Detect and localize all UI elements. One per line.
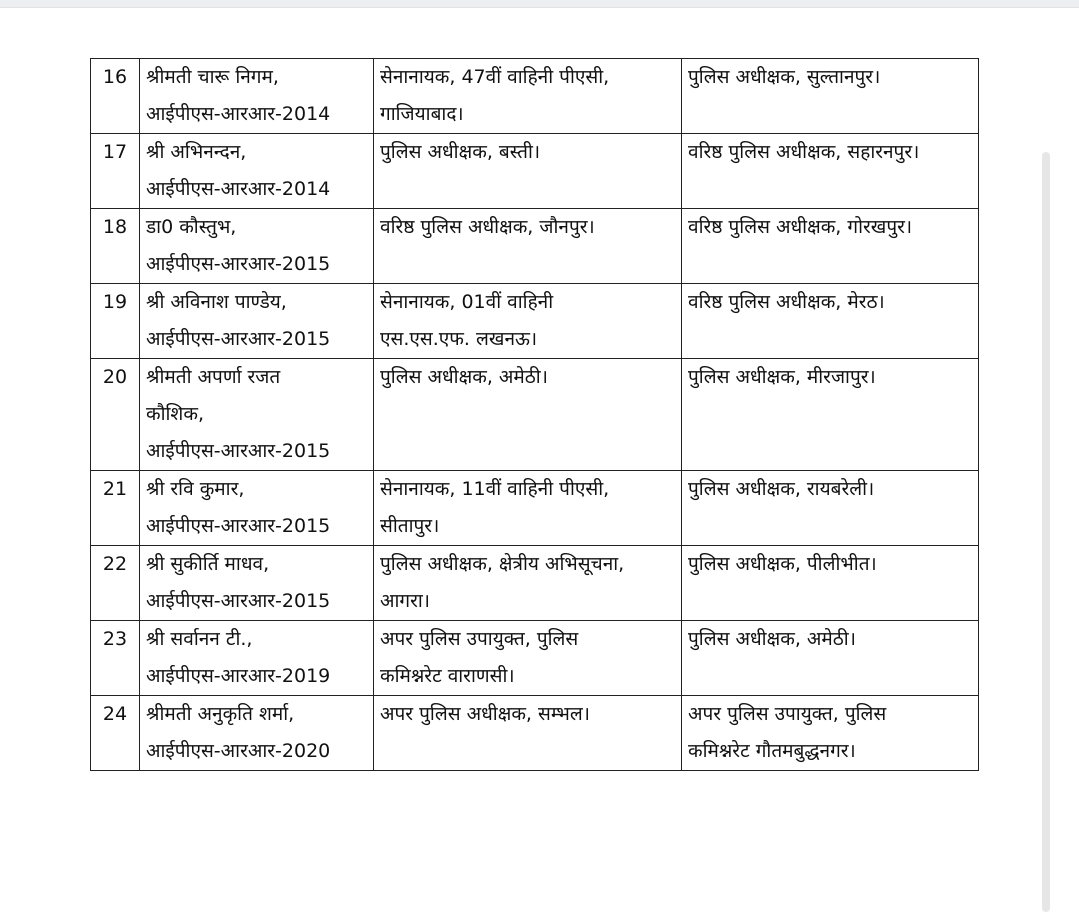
new-posting bbox=[682, 359, 979, 471]
officer-name bbox=[140, 209, 374, 284]
current-posting bbox=[374, 696, 682, 771]
current-posting bbox=[374, 621, 682, 696]
serial-number: 24 bbox=[91, 696, 140, 771]
new-posting-line: पुलिस अधीक्षक, अमेठी। bbox=[688, 628, 856, 650]
current-posting bbox=[374, 359, 682, 471]
table-row bbox=[91, 621, 979, 696]
serial-number: 17 bbox=[91, 134, 140, 209]
serial-number: 16 bbox=[91, 59, 140, 134]
officer-name bbox=[140, 621, 374, 696]
serial-number: 20 bbox=[91, 359, 140, 471]
officer-name bbox=[140, 284, 374, 359]
new-posting-line: कमिश्नरेट गौतमबुद्धनगर। bbox=[688, 740, 856, 762]
current-posting bbox=[374, 209, 682, 284]
officer-name-line: श्री अभिनन्दन, bbox=[146, 141, 247, 163]
current-posting bbox=[374, 546, 682, 621]
current-posting-line: अपर पुलिस उपायुक्त, पुलिस bbox=[380, 628, 579, 650]
officer-name-line: कौशिक, bbox=[146, 403, 204, 425]
new-posting bbox=[682, 471, 979, 546]
current-posting bbox=[374, 59, 682, 134]
new-posting-line: पुलिस अधीक्षक, सुल्तानपुर। bbox=[688, 66, 881, 88]
table-row bbox=[91, 209, 979, 284]
current-posting-line: आगरा। bbox=[380, 590, 431, 612]
officer-batch-line: आईपीएस-आरआर-2015 bbox=[146, 440, 331, 462]
serial-number: 23 bbox=[91, 621, 140, 696]
current-posting-line: कमिश्नरेट वाराणसी। bbox=[380, 665, 515, 687]
table-row bbox=[91, 134, 979, 209]
top-toolbar-strip bbox=[0, 0, 1079, 8]
new-posting bbox=[682, 284, 979, 359]
officer-name bbox=[140, 359, 374, 471]
new-posting-line: पुलिस अधीक्षक, मीरजापुर। bbox=[688, 366, 876, 388]
new-posting bbox=[682, 696, 979, 771]
table-row bbox=[91, 284, 979, 359]
officer-name-line: श्री सर्वानन टी., bbox=[146, 628, 253, 650]
new-posting-line: वरिष्ठ पुलिस अधीक्षक, मेरठ। bbox=[688, 291, 885, 313]
new-posting bbox=[682, 134, 979, 209]
current-posting-line: पुलिस अधीक्षक, बस्ती। bbox=[380, 141, 541, 163]
officer-name bbox=[140, 696, 374, 771]
officer-batch-line: आईपीएस-आरआर-2014 bbox=[146, 103, 331, 125]
current-posting-line: अपर पुलिस अधीक्षक, सम्भल। bbox=[380, 703, 590, 725]
serial-number: 22 bbox=[91, 546, 140, 621]
officer-name bbox=[140, 546, 374, 621]
current-posting-line: पुलिस अधीक्षक, क्षेत्रीय अभिसूचना, bbox=[380, 553, 625, 575]
officer-name-line: श्रीमती अनुकृति शर्मा, bbox=[146, 703, 295, 725]
officer-name-line: श्री अविनाश पाण्डेय, bbox=[146, 291, 287, 313]
serial-number: 19 bbox=[91, 284, 140, 359]
table-row bbox=[91, 359, 979, 471]
current-posting bbox=[374, 134, 682, 209]
table-row bbox=[91, 471, 979, 546]
new-posting bbox=[682, 546, 979, 621]
vertical-scrollbar[interactable] bbox=[1042, 152, 1050, 912]
officer-batch-line: आईपीएस-आरआर-2015 bbox=[146, 515, 331, 537]
table-row bbox=[91, 59, 979, 134]
table-row bbox=[91, 696, 979, 771]
current-posting bbox=[374, 471, 682, 546]
new-posting bbox=[682, 209, 979, 284]
current-posting-line: गाजियाबाद। bbox=[380, 103, 464, 125]
table-row bbox=[91, 546, 979, 621]
officer-batch-line: आईपीएस-आरआर-2014 bbox=[146, 178, 331, 200]
serial-number: 18 bbox=[91, 209, 140, 284]
officer-name bbox=[140, 471, 374, 546]
current-posting-line: एस.एस.एफ. लखनऊ। bbox=[380, 328, 538, 350]
officer-name-line: डा0 कौस्तुभ, bbox=[146, 216, 237, 238]
new-posting-line: पुलिस अधीक्षक, रायबरेली। bbox=[688, 478, 875, 500]
transfer-table bbox=[90, 58, 979, 771]
current-posting bbox=[374, 284, 682, 359]
new-posting-line: अपर पुलिस उपायुक्त, पुलिस bbox=[688, 703, 887, 725]
serial-number: 21 bbox=[91, 471, 140, 546]
officer-name bbox=[140, 134, 374, 209]
new-posting bbox=[682, 59, 979, 134]
current-posting-line: वरिष्ठ पुलिस अधीक्षक, जौनपुर। bbox=[380, 216, 595, 238]
current-posting-line: सीतापुर। bbox=[380, 515, 440, 537]
officer-batch-line: आईपीएस-आरआर-2015 bbox=[146, 253, 331, 275]
officer-batch-line: आईपीएस-आरआर-2015 bbox=[146, 328, 331, 350]
officer-batch-line: आईपीएस-आरआर-2015 bbox=[146, 590, 331, 612]
officer-name-line: श्री सुकीर्ति माधव, bbox=[146, 553, 270, 575]
new-posting-line: पुलिस अधीक्षक, पीलीभीत। bbox=[688, 553, 877, 575]
new-posting bbox=[682, 621, 979, 696]
new-posting-line: वरिष्ठ पुलिस अधीक्षक, सहारनपुर। bbox=[688, 141, 920, 163]
officer-name-line: श्रीमती चारू निगम, bbox=[146, 66, 279, 88]
current-posting-line: सेनानायक, 47वीं वाहिनी पीएसी, bbox=[380, 66, 610, 88]
officer-batch-line: आईपीएस-आरआर-2019 bbox=[146, 665, 331, 687]
new-posting-line: वरिष्ठ पुलिस अधीक्षक, गोरखपुर। bbox=[688, 216, 913, 238]
officer-name-line: श्रीमती अपर्णा रजत bbox=[146, 366, 281, 388]
current-posting-line: सेनानायक, 11वीं वाहिनी पीएसी, bbox=[380, 478, 610, 500]
current-posting-line: पुलिस अधीक्षक, अमेठी। bbox=[380, 366, 548, 388]
officer-name bbox=[140, 59, 374, 134]
officer-name-line: श्री रवि कुमार, bbox=[146, 478, 245, 500]
current-posting-line: सेनानायक, 01वीं वाहिनी bbox=[380, 291, 554, 313]
officer-batch-line: आईपीएस-आरआर-2020 bbox=[146, 740, 331, 762]
